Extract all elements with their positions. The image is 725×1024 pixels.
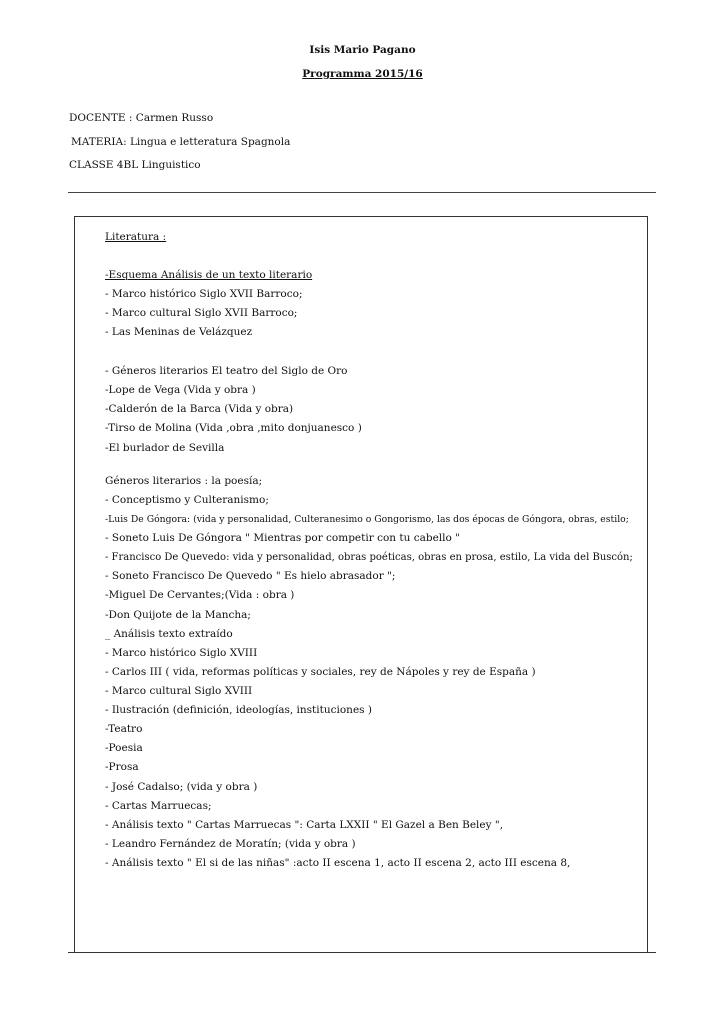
list-item: - Análisis texto " El si de las niñas" :acto II escena 1, acto II escena 2, acto III escena 8,	[105, 857, 571, 869]
list-item: - Conceptismo y Culteranismo;	[105, 494, 269, 506]
list-item: -Calderón de la Barca (Vida y obra)	[105, 403, 294, 415]
list-item: - Soneto Francisco De Quevedo " Es hielo abrasador ";	[105, 570, 396, 582]
class-line: CLASSE 4BL Linguistico	[69, 159, 201, 171]
subject-line: MATERIA: Lingua e letteratura Spagnola	[71, 136, 291, 148]
list-item: -Miguel De Cervantes;(Vida : obra )	[105, 589, 295, 601]
program-title	[0, 68, 725, 80]
list-item: -Lope de Vega (Vida y obra )	[105, 384, 256, 396]
program-title-text: Programma 2015/16	[302, 68, 423, 80]
school-name: Isis Mario Pagano	[309, 44, 416, 56]
list-item-text: -Esquema Análisis de un texto literario	[105, 269, 313, 281]
list-item: - Leandro Fernández de Moratín; (vida y obra )	[105, 838, 356, 850]
section-heading: Literatura :	[105, 231, 167, 243]
list-item: - Marco cultural Siglo XVIII	[105, 685, 253, 697]
syllabus-box	[74, 216, 648, 953]
list-item: - Géneros literarios El teatro del Siglo de Oro	[105, 365, 348, 377]
list-item: - Cartas Marruecas;	[105, 800, 212, 812]
list-item: -Poesia	[105, 742, 143, 754]
list-item: Géneros literarios : la poesía;	[105, 475, 263, 487]
horizontal-divider	[68, 192, 656, 193]
teacher-line: DOCENTE : Carmen Russo	[69, 112, 214, 124]
list-item: - Análisis texto " Cartas Marruecas ": Carta LXXII " El Gazel a Ben Beley ",	[105, 819, 504, 831]
list-item: -Luis De Góngora: (vida y personalidad, Culteranesimo o Gongorismo, las dos épocas de Góngora, obras, estilo;	[105, 514, 629, 525]
list-item	[105, 269, 312, 282]
list-item: - Carlos III ( vida, reformas políticas y sociales, rey de Nápoles y rey de España )	[105, 666, 536, 678]
list-item: -Prosa	[105, 761, 139, 773]
list-item: -Tirso de Molina (Vida ,obra ,mito donjuanesco )	[105, 422, 362, 434]
list-item: - Marco histórico Siglo XVIII	[105, 647, 258, 659]
list-item: - Marco histórico Siglo XVII Barroco;	[105, 288, 303, 300]
list-item: - José Cadalso; (vida y obra )	[105, 781, 258, 793]
list-item: - Marco cultural Siglo XVII Barroco;	[105, 307, 298, 319]
list-item: -El burlador de Sevilla	[105, 442, 225, 454]
bottom-divider	[68, 952, 656, 953]
list-item: _ Análisis texto extraído	[105, 628, 233, 640]
list-item: -Teatro	[105, 723, 143, 735]
list-item: - Las Meninas de Velázquez	[105, 326, 253, 338]
list-item: - Ilustración (definición, ideologías, instituciones )	[105, 704, 372, 716]
list-item: - Soneto Luis De Góngora " Mientras por competir con tu cabello "	[105, 532, 460, 544]
list-item: - Francisco De Quevedo: vida y personalidad, obras poéticas, obras en prosa, estilo, La vida del Buscón;	[105, 552, 633, 563]
list-item: -Don Quijote de la Mancha;	[105, 609, 251, 621]
